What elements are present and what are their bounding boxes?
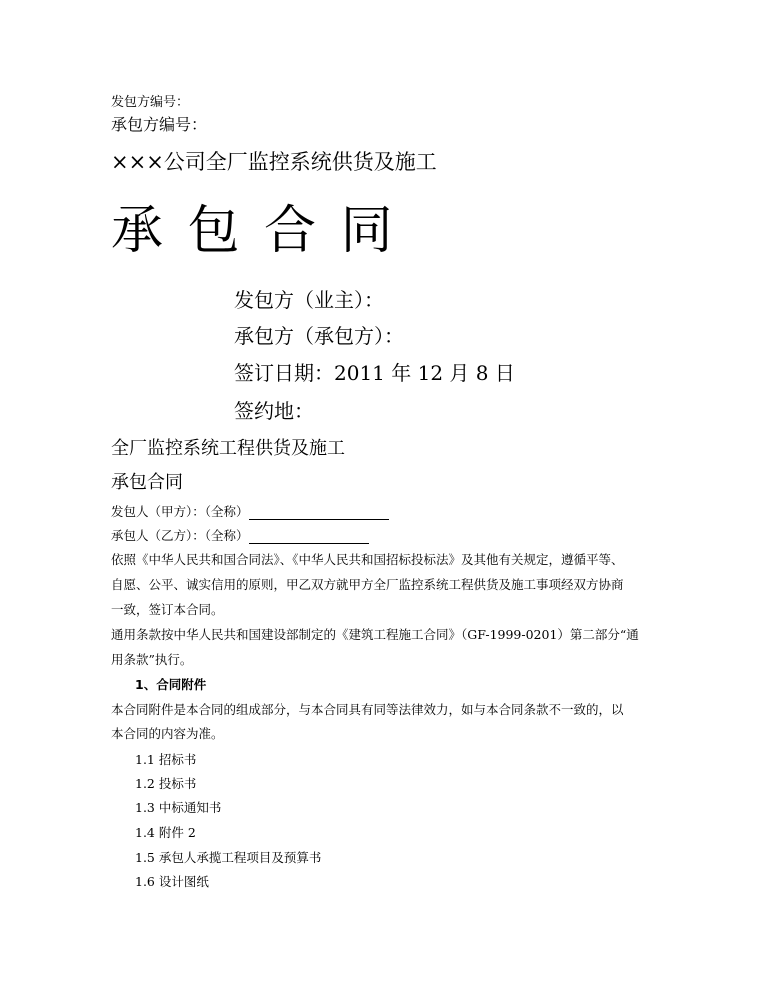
party-b-fill-line xyxy=(249,529,369,544)
attachment-item: 1.6 设计图纸 xyxy=(135,874,209,889)
employer-label: 发包方（业主）： xyxy=(234,288,384,312)
contractor-label: 承包方（承包方）： xyxy=(234,324,404,348)
paragraph-line: 自愿、公平、诚实信用的原则，甲乙双方就甲方全厂监控系统工程供货及施工事项经双方协商 xyxy=(111,577,624,592)
contract-heading-1: 全厂监控系统工程供货及施工 xyxy=(111,438,345,459)
party-b-label: 承包人（乙方）：（全称） xyxy=(111,528,249,543)
paragraph-line: 本合同附件是本合同的组成部分，与本合同具有同等法律效力，如与本合同条款不一致的，以 xyxy=(111,702,624,717)
attachment-item: 1.5 承包人承揽工程项目及预算书 xyxy=(135,850,322,865)
attachment-item: 1.1 招标书 xyxy=(135,752,197,767)
cover-title: 承 包 合 同 xyxy=(111,201,397,261)
paragraph-line: 通用条款按中华人民共和国建设部制定的《建筑工程施工合同》（GF-1999-0201）第二部分“通 xyxy=(111,627,639,642)
attachment-item: 1.2 投标书 xyxy=(135,776,197,791)
attachment-item: 1.4 附件 2 xyxy=(135,825,196,840)
section-1-title: 1、合同附件 xyxy=(135,677,207,692)
paragraph-line: 本合同的内容为准。 xyxy=(111,726,224,741)
party-b-row xyxy=(111,526,369,544)
attachment-item: 1.3 中标通知书 xyxy=(135,800,222,815)
paragraph-line: 一致，签订本合同。 xyxy=(111,602,224,617)
paragraph-line: 依照《中华人民共和国合同法》、《中华人民共和国招标投标法》及其他有关规定，遵循平等、 xyxy=(111,552,624,567)
sign-place-label: 签约地： xyxy=(234,399,314,423)
sign-date: 签订日期：2011 年 12 月 8 日 xyxy=(234,361,515,385)
party-a-row xyxy=(111,502,389,520)
contractor-number-label: 承包方编号： xyxy=(111,115,208,134)
paragraph-line: 用条款”执行。 xyxy=(111,652,193,667)
contract-heading-2: 承包合同 xyxy=(111,472,183,493)
cover-subtitle: ×××公司全厂监控系统供货及施工 xyxy=(111,150,437,174)
party-a-label: 发包人（甲方）：（全称） xyxy=(111,504,249,519)
issuer-number-label: 发包方编号： xyxy=(111,95,190,110)
party-a-fill-line xyxy=(249,505,389,520)
